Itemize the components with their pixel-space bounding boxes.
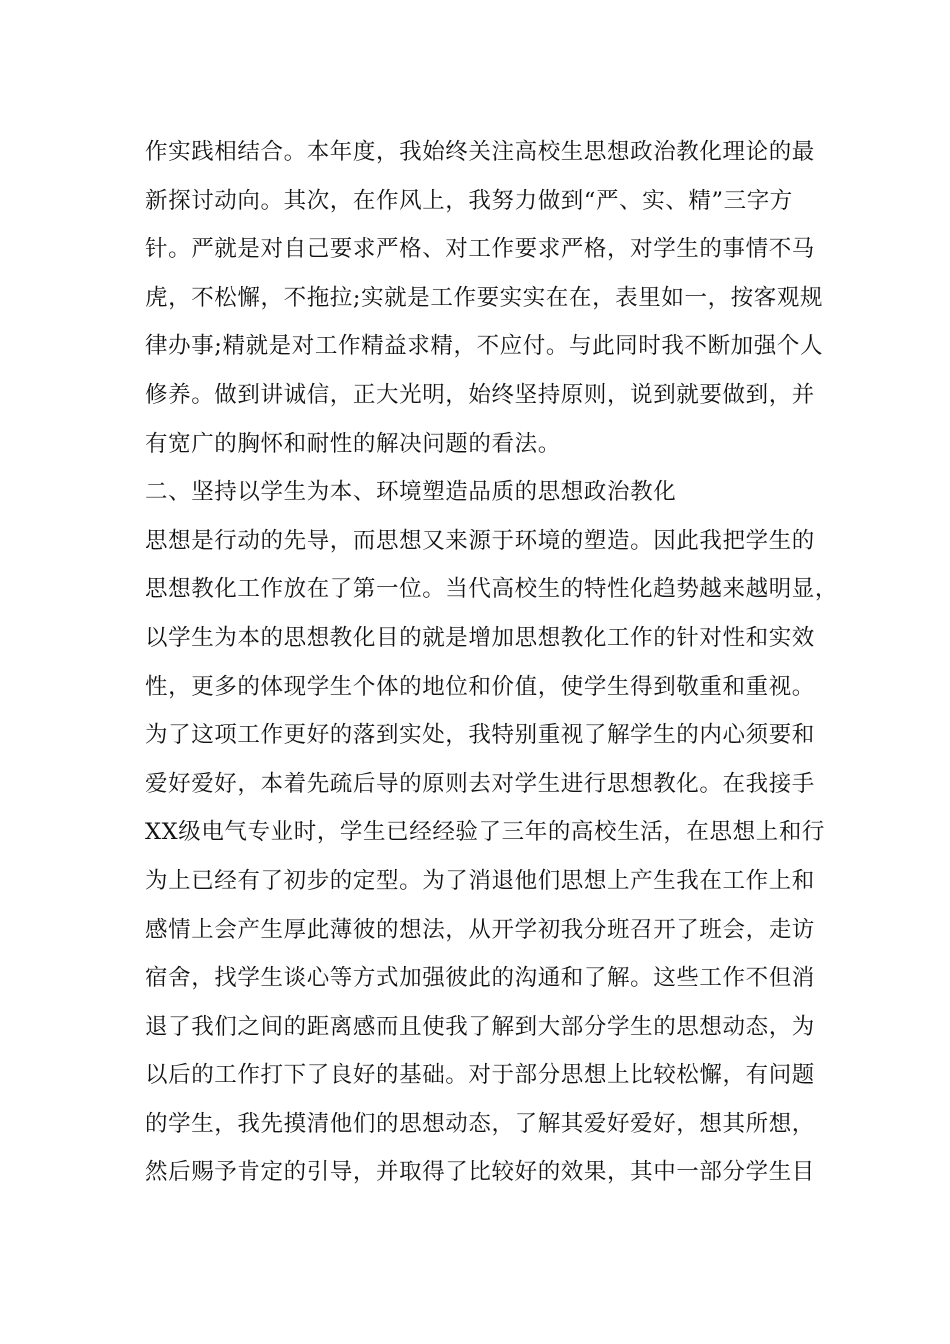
text-line: 宿舍，找学生谈心等方式加强彼此的沟通和了解。这些工作不但消 [145, 965, 815, 992]
text-line: 新探讨动向。其次，在作风上，我努力做到“严、实、精”三字方 [145, 187, 793, 214]
text-line: 然后赐予肯定的引导，并取得了比较好的效果，其中一部分学生目 [145, 1159, 815, 1186]
text-line: 思想教化工作放在了第一位。当代高校生的特性化趋势越来越明显， [145, 576, 839, 603]
text-line: XX级电气专业时，学生已经经验了三年的高校生活，在思想上和行 [145, 819, 826, 846]
text-line: 以后的工作打下了良好的基础。对于部分思想上比较松懈，有问题 [145, 1062, 815, 1089]
document-body [145, 128, 839, 1197]
text-line: 为上已经有了初步的定型。为了消退他们思想上产生我在工作上和 [145, 867, 815, 894]
text-line: 性，更多的体现学生个体的地位和价值，使学生得到敬重和重视。 [145, 673, 815, 700]
text-line: 感情上会产生厚此薄彼的想法，从开学初我分班召开了班会，走访 [145, 916, 815, 943]
text-line: 为了这项工作更好的落到实处，我特别重视了解学生的内心须要和 [145, 722, 815, 749]
text-line: 有宽广的胸怀和耐性的解决问题的看法。 [145, 430, 561, 457]
text-line: 律办事;精就是对工作精益求精，不应付。与此同时我不断加强个人 [145, 333, 824, 360]
text-line: 作实践相结合。本年度，我始终关注高校生思想政治教化理论的最 [145, 139, 815, 165]
text-line: 以学生为本的思想教化目的就是增加思想教化工作的针对性和实效 [145, 624, 815, 651]
text-line: 的学生，我先摸清他们的思想动态，了解其爱好爱好，想其所想， [145, 1110, 815, 1137]
section-heading: 二、坚持以学生为本、环境塑造品质的思想政治教化 [145, 479, 677, 506]
text-line: 修养。做到讲诚信，正大光明，始终坚持原则，说到就要做到，并 [145, 381, 815, 408]
text-line: 针。严就是对自己要求严格、对工作要求严格，对学生的事情不马 [145, 236, 815, 263]
text-line: 虎，不松懈，不拖拉;实就是工作要实实在在，表里如一，按客观规 [145, 284, 824, 311]
text-line: 爱好爱好，本着先疏后导的原则去对学生进行思想教化。在我接手 [145, 770, 815, 797]
text-line: 思想是行动的先导，而思想又来源于环境的塑造。因此我把学生的 [145, 527, 815, 554]
text-line: 退了我们之间的距离感而且使我了解到大部分学生的思想动态，为 [145, 1013, 815, 1040]
